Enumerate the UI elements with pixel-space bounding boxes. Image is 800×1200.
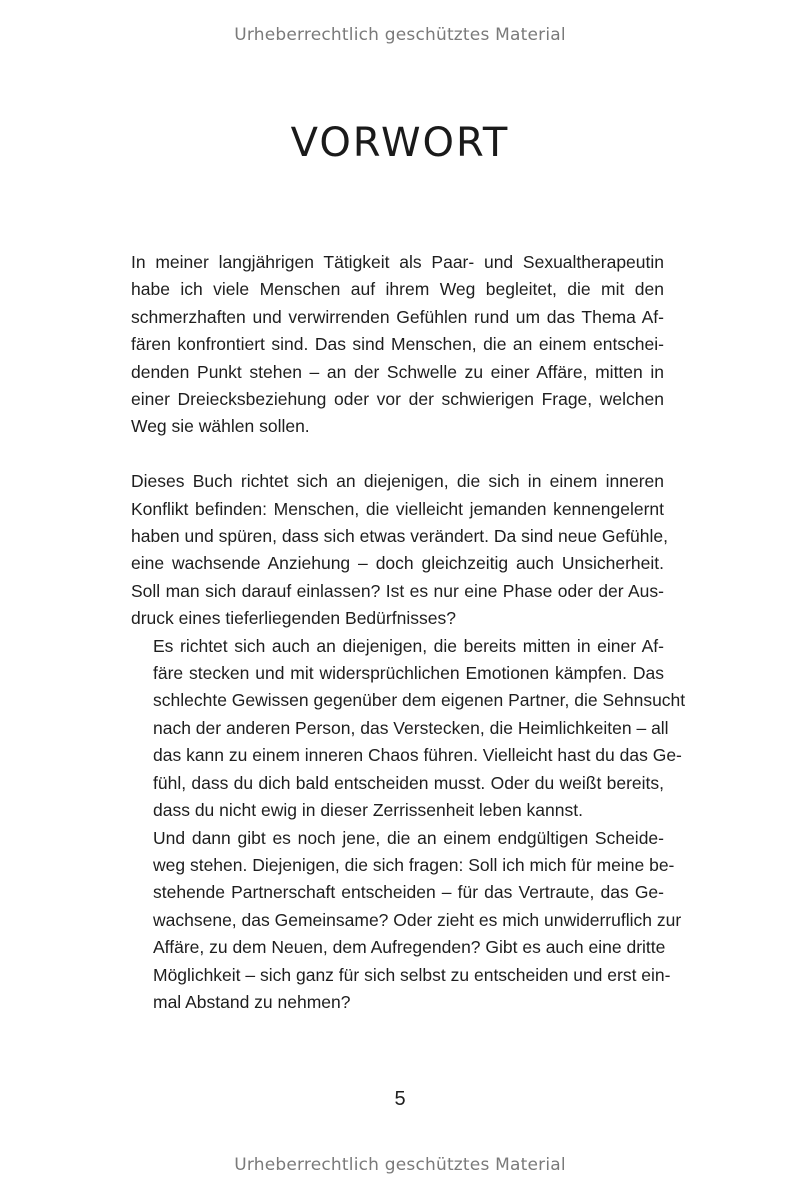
paragraph-4 xyxy=(131,825,682,1017)
text-line: wachsene, das Gemeinsame? Oder zieht es mich unwiderruflich zur xyxy=(153,909,682,930)
copyright-watermark-top: Urheberrechtlich geschütztes Material xyxy=(234,25,566,45)
text-line: mal Abstand zu nehmen? xyxy=(153,991,351,1012)
page-number: 5 xyxy=(394,1088,406,1110)
text-line: habe ich viele Menschen auf ihrem Weg begleitet, die mit den xyxy=(131,279,664,300)
text-line: Dieses Buch richtet sich an diejenigen, die sich in einem inneren xyxy=(131,471,664,492)
text-line: Weg sie wählen sollen. xyxy=(131,416,310,437)
text-line: In meiner langjährigen Tätigkeit als Paar- und Sexualtherapeutin xyxy=(131,252,664,272)
chapter-title: VORWORT xyxy=(290,120,510,166)
text-line: färe stecken und mit widersprüchlichen Emotionen kämpfen. Das xyxy=(153,663,664,684)
text-line: das kann zu einem inneren Chaos führen. Vielleicht hast du das Ge- xyxy=(153,745,682,766)
text-line: druck eines tieferliegenden Bedürfnisses? xyxy=(131,608,456,629)
paragraph-2 xyxy=(131,468,669,632)
text-line: Konflikt befinden: Menschen, die vielleicht jemanden kennengelernt xyxy=(131,498,664,519)
copyright-watermark-bottom: Urheberrechtlich geschütztes Material xyxy=(234,1155,566,1175)
chapter-body xyxy=(131,249,686,1016)
text-line: haben und spüren, dass sich etwas verändert. Da sind neue Gefühle, xyxy=(131,526,669,547)
paragraph-3 xyxy=(131,633,686,825)
text-line: schlechte Gewissen gegenüber dem eigenen Partner, die Sehnsucht xyxy=(153,690,686,711)
text-line: Affäre, zu dem Neuen, dem Aufregenden? Gibt es auch eine dritte xyxy=(153,937,666,958)
text-line: eine wachsende Anziehung – doch gleichzeitig auch Unsicherheit. xyxy=(131,553,664,574)
text-line: fühl, dass du dich bald entscheiden musst. Oder du weißt bereits, xyxy=(153,772,664,793)
text-line: Und dann gibt es noch jene, die an einem endgültigen Scheide- xyxy=(153,827,664,848)
text-line: Soll man sich darauf einlassen? Ist es nur eine Phase oder der Aus- xyxy=(131,580,664,601)
text-line: denden Punkt stehen – an der Schwelle zu einer Affäre, mitten in xyxy=(131,361,664,382)
text-line: einer Dreiecksbeziehung oder vor der schwierigen Frage, welchen xyxy=(131,389,664,410)
text-line: fären konfrontiert sind. Das sind Menschen, die an einem entschei- xyxy=(131,334,664,355)
paragraph-1 xyxy=(131,249,664,441)
text-line: schmerzhaften und verwirrenden Gefühlen rund um das Thema Af- xyxy=(131,306,664,327)
text-line: dass du nicht ewig in dieser Zerrissenheit leben kannst. xyxy=(153,800,583,821)
text-line: nach der anderen Person, das Verstecken, die Heimlichkeiten – all xyxy=(153,717,669,738)
text-line: weg stehen. Diejenigen, die sich fragen: Soll ich mich für meine be- xyxy=(153,854,675,875)
text-line: stehende Partnerschaft entscheiden – für das Vertraute, das Ge- xyxy=(153,882,664,903)
text-line: Es richtet sich auch an diejenigen, die bereits mitten in einer Af- xyxy=(153,635,664,656)
text-line: Möglichkeit – sich ganz für sich selbst zu entscheiden und erst ein- xyxy=(153,964,671,985)
